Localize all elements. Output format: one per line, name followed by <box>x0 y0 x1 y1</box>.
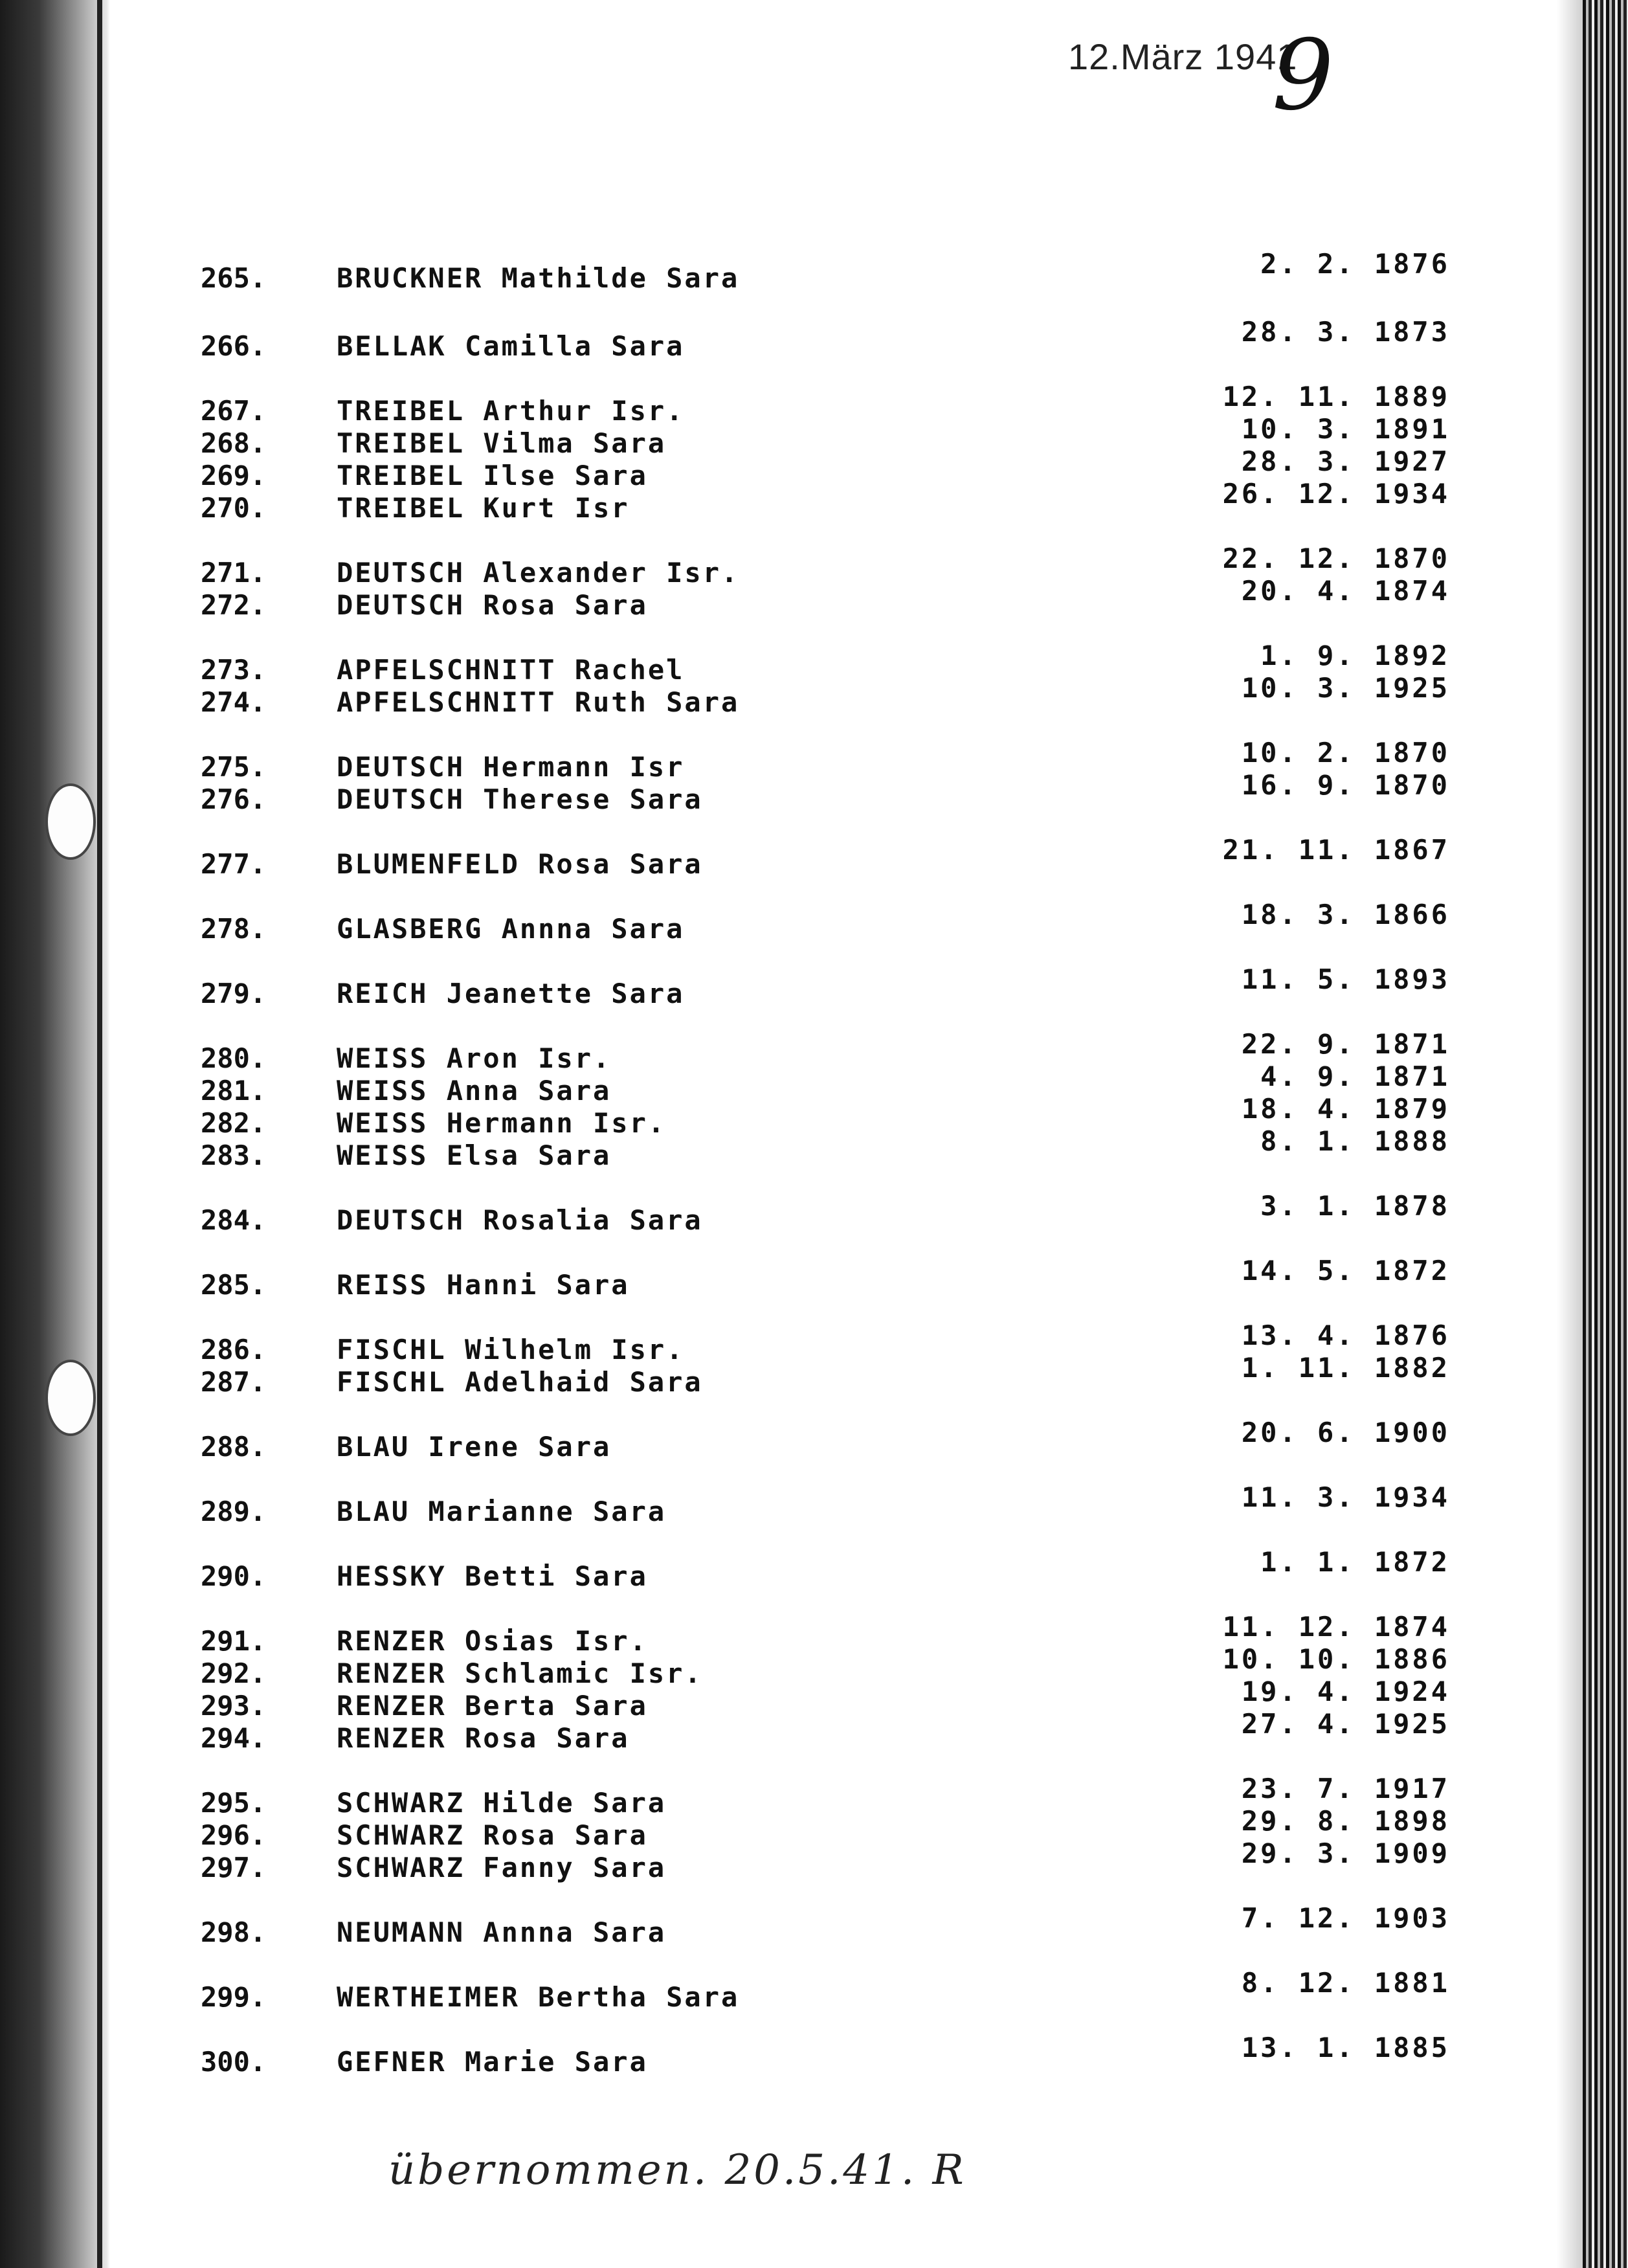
handwritten-note: übernommen. 20.5.41. R <box>388 2146 966 2194</box>
entry-number: 297. <box>201 1852 267 1883</box>
entry-number: 294. <box>201 1722 267 1754</box>
entry-name: TREIBEL Arthur Isr. <box>337 395 685 427</box>
entry-number: 295. <box>201 1787 267 1819</box>
entry-name: FISCHL Wilhelm Isr. <box>337 1334 685 1365</box>
entry-birth-date: 11. 12. 1874 <box>1222 1611 1450 1643</box>
punch-hole-upper <box>45 783 96 860</box>
entry-number: 268. <box>201 427 267 459</box>
entry-number: 296. <box>201 1819 267 1851</box>
entry-name: WEISS Hermann Isr. <box>337 1107 667 1139</box>
entry-number: 290. <box>201 1560 267 1592</box>
entry-birth-date: 29. 8. 1898 <box>1241 1805 1450 1837</box>
entry-birth-date: 22. 9. 1871 <box>1241 1028 1450 1060</box>
entry-number: 271. <box>201 557 267 589</box>
entry-name: FISCHL Adelhaid Sara <box>337 1366 703 1398</box>
entry-birth-date: 21. 11. 1867 <box>1222 834 1450 866</box>
entry-number: 300. <box>201 2046 267 2078</box>
entry-name: BLAU Irene Sara <box>337 1431 612 1463</box>
entry-name: TREIBEL Ilse Sara <box>337 460 648 491</box>
entry-birth-date: 22. 12. 1870 <box>1222 543 1450 574</box>
entry-birth-date: 20. 4. 1874 <box>1241 575 1450 607</box>
entry-number: 270. <box>201 492 267 524</box>
entry-birth-date: 10. 2. 1870 <box>1241 737 1450 769</box>
entry-number: 292. <box>201 1657 267 1689</box>
entry-name: APFELSCHNITT Ruth Sara <box>337 686 740 718</box>
entry-birth-date: 1. 11. 1882 <box>1241 1352 1450 1384</box>
entry-name: RENZER Berta Sara <box>337 1690 648 1722</box>
entry-number: 282. <box>201 1107 267 1139</box>
entry-number: 289. <box>201 1496 267 1527</box>
entry-number: 298. <box>201 1916 267 1948</box>
entry-number: 266. <box>201 330 267 362</box>
entry-name: RENZER Rosa Sara <box>337 1722 630 1754</box>
entry-name: NEUMANN Annna Sara <box>337 1916 667 1948</box>
stacked-page-edges <box>1583 0 1628 2268</box>
entry-birth-date: 18. 3. 1866 <box>1241 899 1450 930</box>
entry-number: 279. <box>201 978 267 1009</box>
entry-number: 277. <box>201 848 267 880</box>
entry-name: SCHWARZ Fanny Sara <box>337 1852 667 1883</box>
entry-birth-date: 20. 6. 1900 <box>1241 1417 1450 1448</box>
punch-hole-lower <box>45 1360 96 1436</box>
entry-number: 265. <box>201 262 267 294</box>
entry-birth-date: 11. 5. 1893 <box>1241 963 1450 995</box>
entry-number: 273. <box>201 654 267 686</box>
entry-number: 293. <box>201 1690 267 1722</box>
entry-name: DEUTSCH Hermann Isr <box>337 751 685 783</box>
entry-name: SCHWARZ Hilde Sara <box>337 1787 667 1819</box>
entry-name: WEISS Elsa Sara <box>337 1140 612 1171</box>
entry-name: DEUTSCH Therese Sara <box>337 783 703 815</box>
entry-number: 284. <box>201 1204 267 1236</box>
entry-name: REISS Hanni Sara <box>337 1269 630 1301</box>
entry-name: WEISS Anna Sara <box>337 1075 612 1106</box>
entry-birth-date: 4. 9. 1871 <box>1260 1061 1450 1092</box>
page-edge-shadow <box>1557 0 1583 2268</box>
entry-name: SCHWARZ Rosa Sara <box>337 1819 648 1851</box>
entry-name: DEUTSCH Rosalia Sara <box>337 1204 703 1236</box>
entry-number: 278. <box>201 913 267 945</box>
entry-birth-date: 23. 7. 1917 <box>1241 1773 1450 1804</box>
entry-birth-date: 10. 10. 1886 <box>1222 1643 1450 1675</box>
entry-number: 272. <box>201 589 267 621</box>
entry-name: BRUCKNER Mathilde Sara <box>337 262 740 294</box>
entry-number: 281. <box>201 1075 267 1106</box>
entry-birth-date: 11. 3. 1934 <box>1241 1481 1450 1513</box>
folio-number: 9 <box>1272 19 1334 132</box>
entry-name: RENZER Osias Isr. <box>337 1625 648 1657</box>
entry-number: 274. <box>201 686 267 718</box>
entry-birth-date: 18. 4. 1879 <box>1241 1093 1450 1125</box>
entry-birth-date: 19. 4. 1924 <box>1241 1676 1450 1707</box>
entry-birth-date: 1. 9. 1892 <box>1260 640 1450 671</box>
entry-name: TREIBEL Vilma Sara <box>337 427 667 459</box>
entry-name: REICH Jeanette Sara <box>337 978 685 1009</box>
entry-birth-date: 1. 1. 1872 <box>1260 1546 1450 1578</box>
entry-birth-date: 10. 3. 1925 <box>1241 672 1450 704</box>
entry-name: BLUMENFELD Rosa Sara <box>337 848 703 880</box>
binding-spine-shadow <box>0 0 110 2268</box>
entry-name: DEUTSCH Alexander Isr. <box>337 557 740 589</box>
entry-number: 269. <box>201 460 267 491</box>
entry-birth-date: 8. 1. 1888 <box>1260 1125 1450 1157</box>
entry-name: APFELSCHNITT Rachel <box>337 654 685 686</box>
entry-birth-date: 27. 4. 1925 <box>1241 1708 1450 1740</box>
entry-number: 291. <box>201 1625 267 1657</box>
entry-name: BLAU Marianne Sara <box>337 1496 667 1527</box>
entry-number: 275. <box>201 751 267 783</box>
entry-name: DEUTSCH Rosa Sara <box>337 589 648 621</box>
entry-birth-date: 7. 12. 1903 <box>1241 1902 1450 1934</box>
entry-name: BELLAK Camilla Sara <box>337 330 685 362</box>
entry-number: 287. <box>201 1366 267 1398</box>
entry-number: 299. <box>201 1981 267 2013</box>
entry-birth-date: 3. 1. 1878 <box>1260 1190 1450 1222</box>
entry-name: TREIBEL Kurt Isr <box>337 492 630 524</box>
date-stamp: 12.März 1941 <box>1068 36 1298 77</box>
entry-birth-date: 10. 3. 1891 <box>1241 413 1450 445</box>
entry-name: GEFNER Marie Sara <box>337 2046 648 2078</box>
entry-birth-date: 2. 2. 1876 <box>1260 248 1450 280</box>
entry-number: 267. <box>201 395 267 427</box>
binding-edge-line <box>97 0 102 2268</box>
entry-number: 283. <box>201 1140 267 1171</box>
entry-birth-date: 14. 5. 1872 <box>1241 1255 1450 1286</box>
entry-name: HESSKY Betti Sara <box>337 1560 648 1592</box>
entry-number: 276. <box>201 783 267 815</box>
entry-name: RENZER Schlamic Isr. <box>337 1657 703 1689</box>
entry-birth-date: 28. 3. 1927 <box>1241 445 1450 477</box>
entry-birth-date: 16. 9. 1870 <box>1241 769 1450 801</box>
entry-number: 288. <box>201 1431 267 1463</box>
entry-birth-date: 29. 3. 1909 <box>1241 1837 1450 1869</box>
entry-name: WEISS Aron Isr. <box>337 1042 612 1074</box>
entry-name: GLASBERG Annna Sara <box>337 913 685 945</box>
entry-birth-date: 13. 4. 1876 <box>1241 1319 1450 1351</box>
entry-number: 286. <box>201 1334 267 1365</box>
entry-birth-date: 12. 11. 1889 <box>1222 381 1450 412</box>
entry-birth-date: 13. 1. 1885 <box>1241 2032 1450 2063</box>
entry-number: 285. <box>201 1269 267 1301</box>
entry-number: 280. <box>201 1042 267 1074</box>
entry-birth-date: 26. 12. 1934 <box>1222 478 1450 510</box>
entry-name: WERTHEIMER Bertha Sara <box>337 1981 740 2013</box>
entry-birth-date: 28. 3. 1873 <box>1241 316 1450 348</box>
entry-birth-date: 8. 12. 1881 <box>1241 1967 1450 1999</box>
